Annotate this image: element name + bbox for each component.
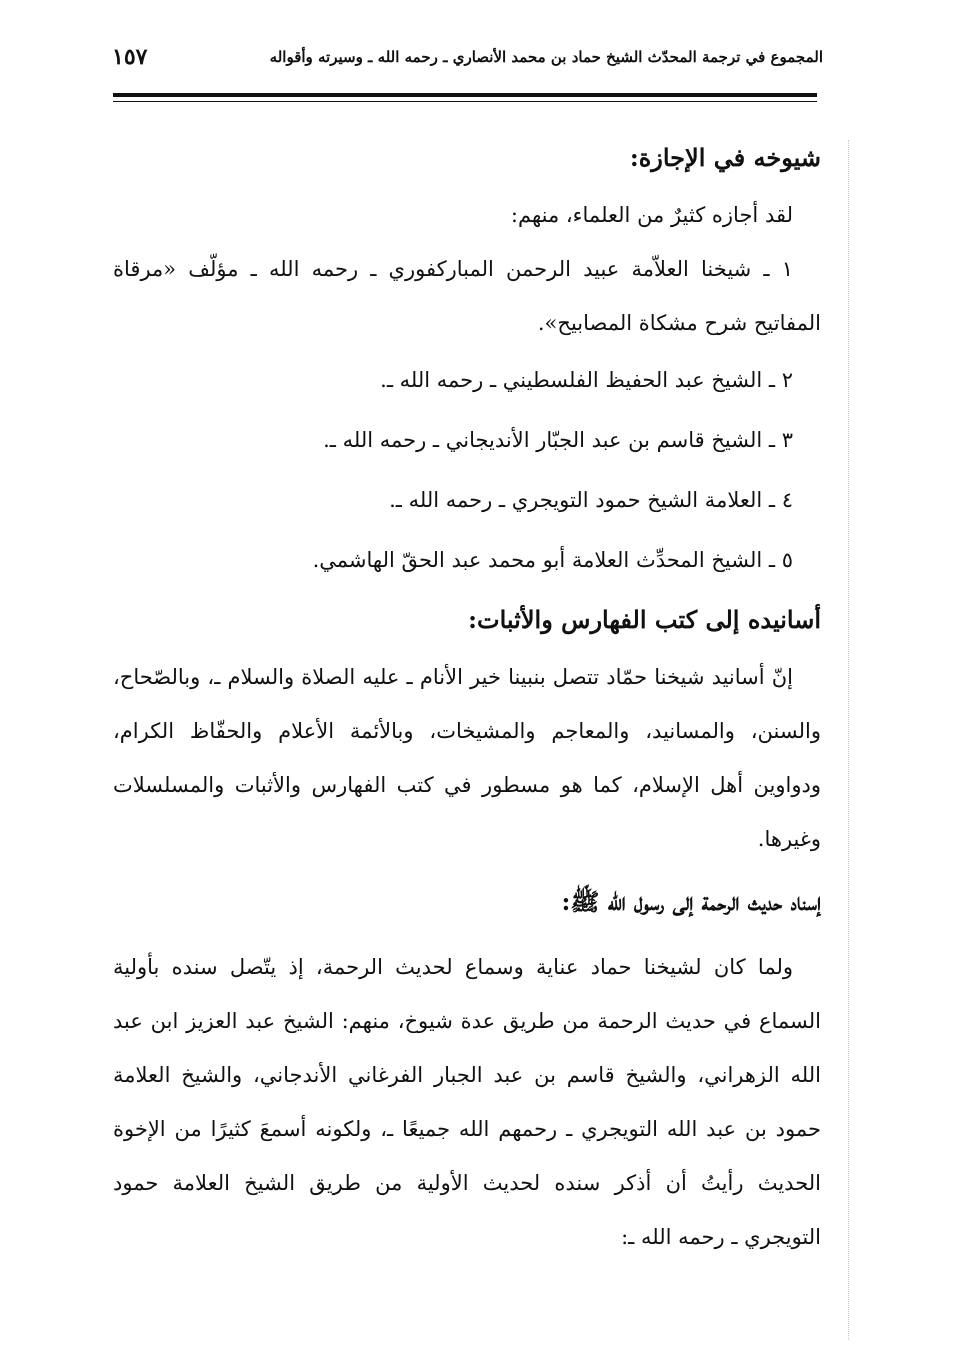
header-rule-thin <box>113 101 817 102</box>
ijaza-item-4: ٤ ـ العلامة الشيخ حمود التويجري ـ رحمه الله ـ. <box>389 488 793 512</box>
ijaza-item-3: ٣ ـ الشيخ قاسم بن عبد الجبّار الأنديجاني ـ رحمه الله ـ. <box>323 428 793 452</box>
section-heading-ijaza: شيوخه في الإجازة: <box>629 143 821 172</box>
section-heading-asanid: أسانيده إلى كتب الفهارس والأثبات: <box>468 605 821 634</box>
header-rule-thick <box>113 93 817 97</box>
asanid-paragraph: إنّ أسانيد شيخنا حمّاد تتصل بنبينا خير الأنام ـ عليه الصلاة والسلام ـ، وبالصّحاح، والسنن، والمسانيد، والمعاجم والمشيخات، وبالأئمة الأعلام والحفّاظ الكرام، ودواوين أهل الإسلام، كما هو مسطور في كتب الفهارس والأثبات والمسلسلات وغيرها. <box>113 665 821 851</box>
margin-guide-line <box>848 140 849 1340</box>
running-title: المجموع في ترجمة المحدّث الشيخ حماد بن محمد الأنصاري ـ رحمه الله ـ وسيرته وأقواله <box>269 48 823 66</box>
rahma-paragraph: ولما كان لشيخنا حماد عناية وسماع لحديث الرحمة، إذ يتّصل سنده بأولية السماع في حديث الرحمة من طريق عدة شيوخ، منهم: الشيخ عبد العزيز ابن عبد الله الزهراني، والشيخ قاسم بن عبد الجبار الفرغاني الأندجاني، والشيخ العلامة حمود بن عبد الله التويجري ـ رحمهم الله جميعًا ـ، ولكونه أسمعَ كثيرًا من الإخوة الحديث رأيتُ أن أذكر سنده لحديث الأولية من طريق الشيخ العلامة حمود التويجري ـ رحمه الله ـ: <box>113 955 821 1249</box>
page-number: ١٥٧ <box>112 44 148 70</box>
section-heading-rahma: إسناد حديث الرحمة إلى رسول الله ﷺ: <box>561 887 821 916</box>
ijaza-item-5: ٥ ـ الشيخ المحدِّث العلامة أبو محمد عبد الحقّ الهاشمي. <box>312 548 793 572</box>
ijaza-item-2: ٢ ـ الشيخ عبد الحفيظ الفلسطيني ـ رحمه الله ـ. <box>380 368 793 392</box>
ijaza-item-1: ١ ـ شيخنا العلاّمة عبيد الرحمن المباركفوري ـ رحمه الله ـ مؤلّف «مرقاة المفاتيح شرح مشكاة المصابيح». <box>113 257 821 335</box>
page-body <box>113 128 821 1264</box>
running-header <box>108 42 823 82</box>
ijaza-intro: لقد أجازه كثيرٌ من العلماء، منهم: <box>510 203 793 227</box>
